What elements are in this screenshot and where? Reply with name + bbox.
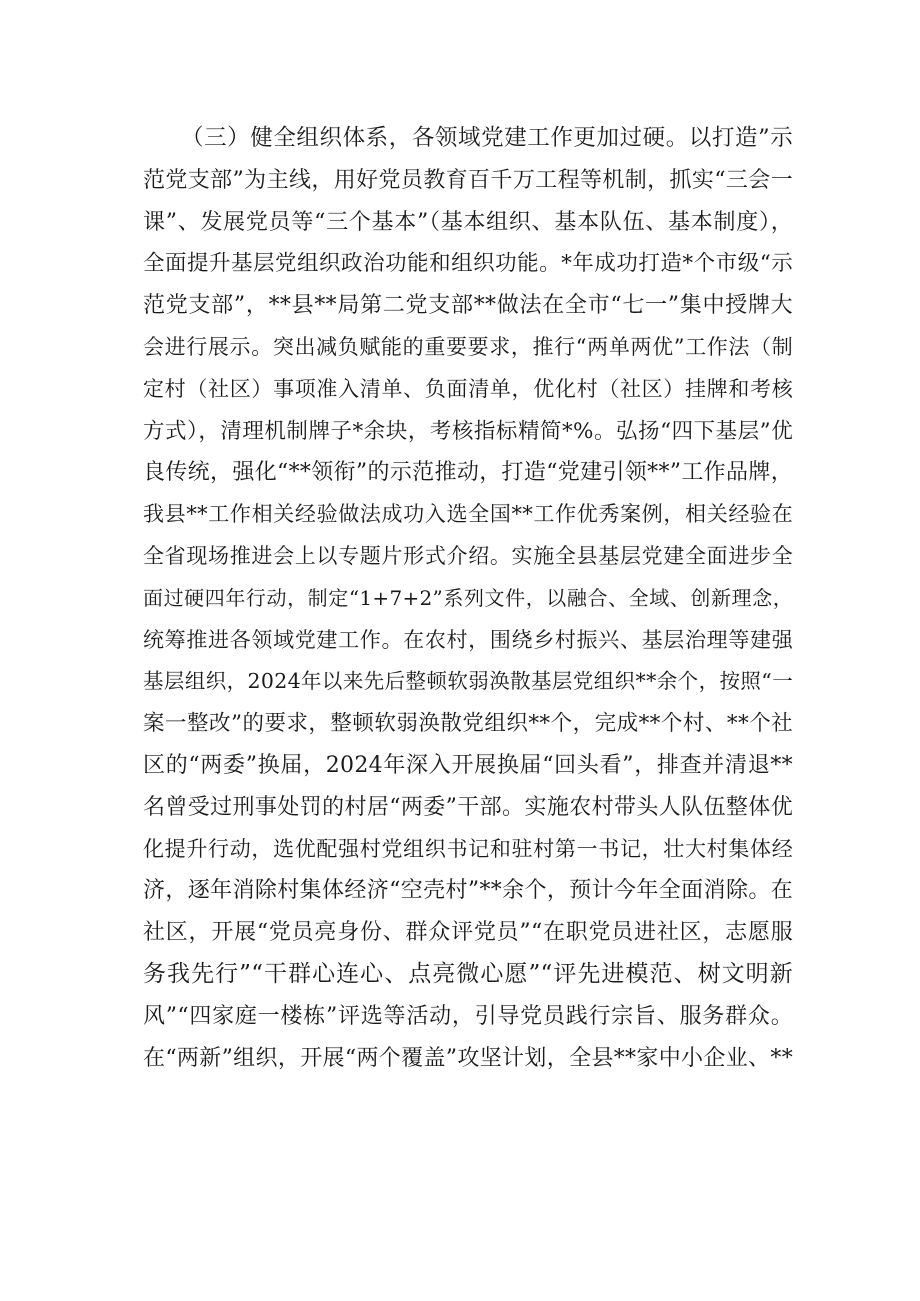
text-line: 课”、发展党员等“三个基本”（基本组织、基本队伍、基本制度）， xyxy=(143,209,793,235)
text-line: 全省现场推进会上以专题片形式介绍。实施全县基层党建全面进步全 xyxy=(143,543,793,568)
text-line: 方式），清理机制牌子*余块，考核指标精简*%。弘扬“四下基层”优 xyxy=(143,418,793,444)
text-line: 面过硬四年行动，制定“1+7+2”系列文件，以融合、全域、创新理念， xyxy=(143,585,793,610)
text-line: 统筹推进各领域党建工作。在农村，围绕乡村振兴、基层治理等建强 xyxy=(143,627,793,652)
text-line: 区的“两委”换届，2024年深入开展换届“回头看”，排查并清退** xyxy=(143,752,793,778)
text-line: （三）健全组织体系，各领域党建工作更加过硬。以打造”示 xyxy=(181,125,793,151)
text-line: 案一整改”的要求，整顿软弱涣散党组织**个，完成**个村、**个社 xyxy=(143,711,793,737)
text-line: 范党支部”，**县**局第二党支部**做法在全市“七一”集中授牌大 xyxy=(143,293,793,319)
text-line: 我县**工作相关经验做法成功入选全国**工作优秀案例，相关经验在 xyxy=(143,502,793,527)
text-line: 化提升行动，选优配强村党组织书记和驻村第一书记，壮大村集体经 xyxy=(143,836,793,861)
text-line: 范党支部”为主线，用好党员教育百千万工程等机制，抓实“三会一 xyxy=(143,167,793,193)
text-line: 会进行展示。突出减负赋能的重要要求，推行“两单两优”工作法（制 xyxy=(143,334,793,359)
text-line: 全面提升基层党组织政治功能和组织功能。*年成功打造*个市级“示 xyxy=(143,251,793,277)
body-paragraph xyxy=(143,118,793,1079)
text-line: 良传统，强化“**领衔”的示范推动，打造“党建引领**”工作品牌， xyxy=(143,460,793,486)
text-line: 务我先行”“干群心连心、点亮微心愿”“评先进模范、树文明新 xyxy=(143,960,793,987)
text-line: 在“两新”组织，开展“两个覆盖”攻坚计划，全县**家中小企业、** xyxy=(143,1045,793,1071)
text-line: 风”“四家庭一楼栋”评选等活动，引导党员践行宗旨、服务群众。 xyxy=(143,1003,793,1029)
text-line: 定村（社区）事项准入清单、负面清单，优化村（社区）挂牌和考核 xyxy=(143,376,793,401)
text-line: 济，逐年消除村集体经济“空壳村”**余个，预计今年全面消除。在 xyxy=(143,878,793,904)
text-line: 基层组织，2024年以来先后整顿软弱涣散基层党组织**余个，按照“一 xyxy=(143,669,793,694)
text-line: 名曾受过刑事处罚的村居“两委”干部。实施农村带头人队伍整体优 xyxy=(143,794,793,820)
text-line: 社区，开展“党员亮身份、群众评党员”“在职党员进社区，志愿服 xyxy=(143,920,793,946)
